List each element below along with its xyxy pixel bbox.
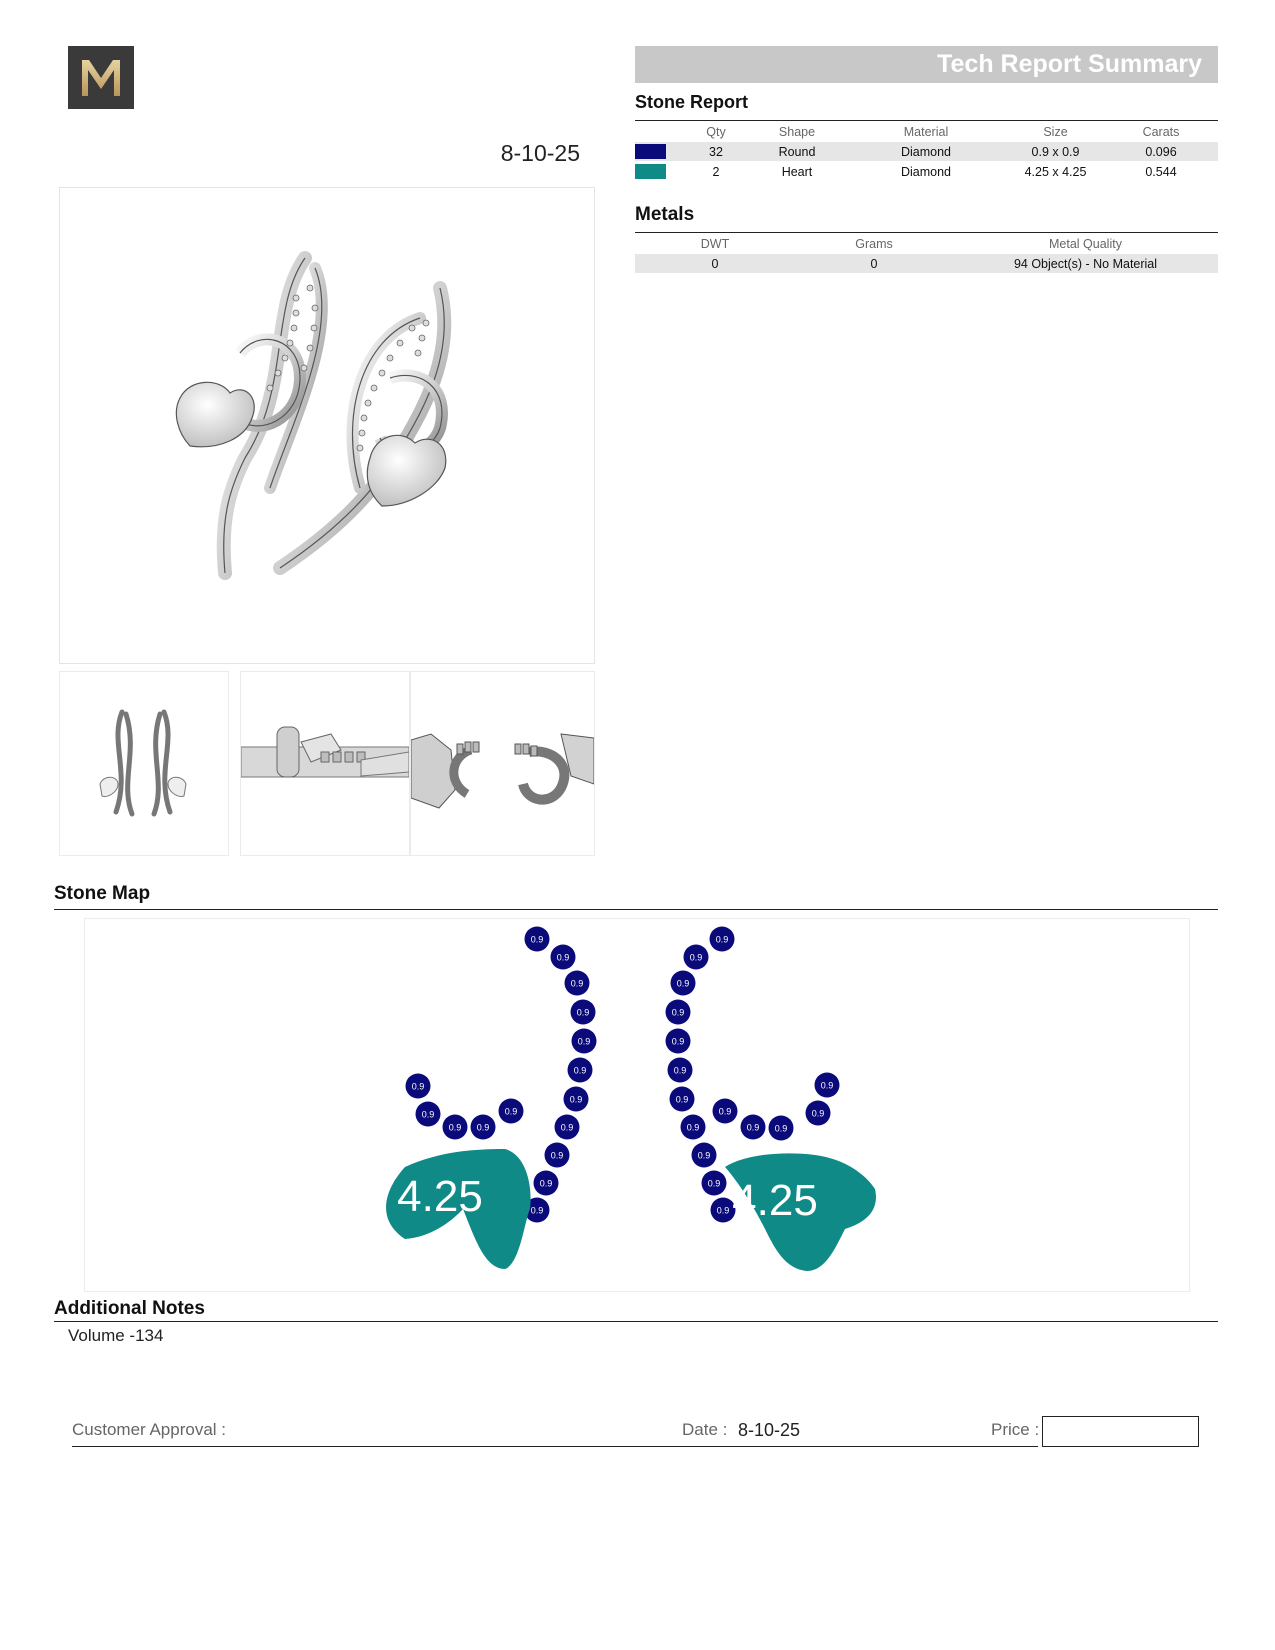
round-stone-size-label: 0.9: [673, 1065, 687, 1076]
stone-report-title: Stone Report: [635, 92, 749, 112]
cell-qty: 2: [683, 162, 749, 182]
cell-carats: 0.544: [1104, 162, 1218, 182]
round-stone-size-label: 0.9: [707, 1178, 721, 1189]
cell-carats: 0.096: [1104, 142, 1218, 162]
main-render-view: [59, 187, 595, 664]
round-stone-marker: [555, 1115, 580, 1140]
round-stone-size-label: 0.9: [504, 1106, 518, 1117]
round-stone-marker: [666, 1029, 691, 1054]
heart-stone-marker: [386, 1149, 531, 1269]
round-stone-marker: [684, 945, 709, 970]
round-stone-size-label: 0.9: [820, 1080, 834, 1091]
round-stone-marker: [741, 1115, 766, 1140]
round-stone-size-label: 0.9: [476, 1122, 490, 1133]
round-stone-marker: [815, 1073, 840, 1098]
stone-map-title: Stone Map: [54, 883, 151, 904]
heart-color-swatch: [635, 164, 666, 179]
round-stone-size-label: 0.9: [671, 1036, 685, 1047]
earrings-render-image: [60, 188, 594, 663]
metals-table: [635, 234, 1218, 274]
document-date: 8-10-25: [500, 140, 580, 166]
thumbnail-front-image: [60, 672, 228, 855]
round-stone-marker: [692, 1143, 717, 1168]
col-grams: Grams: [855, 237, 893, 251]
table-row: [635, 254, 1218, 274]
round-stone-size-label: 0.9: [746, 1122, 760, 1133]
approval-signature-line[interactable]: [72, 1446, 1038, 1447]
round-stone-marker: [713, 1099, 738, 1124]
stone-report-rule: [635, 120, 1218, 121]
col-metal-quality: Metal Quality: [1049, 237, 1122, 251]
col-shape: Shape: [778, 125, 816, 139]
stone-report-table: [635, 122, 1218, 182]
round-stone-marker: [471, 1115, 496, 1140]
cell-dwt: 0: [635, 254, 795, 274]
round-stone-marker: [551, 945, 576, 970]
metals-header-row: [635, 234, 1218, 254]
round-stone-marker: [545, 1143, 570, 1168]
heart-stone-size-label: 4.25: [732, 1176, 818, 1225]
heart-stone-marker: [725, 1153, 876, 1271]
cell-grams: 0: [795, 254, 953, 274]
round-stone-size-label: 0.9: [530, 1205, 544, 1216]
date-label: Date :: [682, 1420, 728, 1439]
round-stone-size-label: 0.9: [421, 1109, 435, 1120]
round-stone-marker: [564, 1087, 589, 1112]
round-stone-size-label: 0.9: [715, 934, 729, 945]
round-stone-size-label: 0.9: [676, 978, 690, 989]
stone-map-diagram: [85, 919, 1189, 1291]
round-stone-size-label: 0.9: [774, 1123, 788, 1134]
stone-report-header-row: [635, 122, 1218, 142]
round-stone-marker: [769, 1116, 794, 1141]
cell-metal-quality: 94 Object(s) - No Material: [953, 254, 1218, 274]
company-logo: [68, 46, 134, 109]
round-stone-size-label: 0.9: [573, 1065, 587, 1076]
approval-date-value: 8-10-25: [738, 1420, 801, 1440]
round-stone-marker: [666, 1000, 691, 1025]
round-stone-marker: [416, 1102, 441, 1127]
heart-stone-size-label: 4.25: [397, 1172, 483, 1221]
round-stone-marker: [671, 971, 696, 996]
price-field[interactable]: [1042, 1416, 1199, 1447]
round-stone-marker: [499, 1099, 524, 1124]
round-stone-size-label: 0.9: [448, 1122, 462, 1133]
thumbnail-angle-view[interactable]: [410, 671, 595, 856]
col-size: Size: [1043, 125, 1068, 139]
cell-shape: Round: [749, 142, 845, 162]
table-row: [635, 162, 1218, 182]
round-stone-size-label: 0.9: [556, 952, 570, 963]
additional-notes-title: Additional Notes: [54, 1298, 205, 1319]
round-stone-marker: [806, 1101, 831, 1126]
cell-size: 4.25 x 4.25: [1007, 162, 1104, 182]
round-stone-marker: [406, 1074, 431, 1099]
additional-notes-text: Volume -134: [68, 1326, 164, 1345]
round-stone-size-label: 0.9: [530, 934, 544, 945]
round-stone-size-label: 0.9: [576, 1007, 590, 1018]
thumbnail-angle-image: [411, 672, 594, 855]
col-material: Material: [903, 125, 949, 139]
col-qty: Qty: [706, 125, 726, 139]
round-stone-size-label: 0.9: [569, 1094, 583, 1105]
cell-material: Diamond: [845, 142, 1007, 162]
customer-approval-label: Customer Approval :: [72, 1420, 227, 1439]
round-stone-marker: [702, 1171, 727, 1196]
round-stone-marker: [670, 1087, 695, 1112]
round-stone-marker: [534, 1171, 559, 1196]
metals-rule: [635, 232, 1218, 233]
round-stone-size-label: 0.9: [811, 1108, 825, 1119]
round-stone-size-label: 0.9: [570, 978, 584, 989]
thumbnail-side-image: [241, 672, 409, 855]
report-title: Tech Report Summary: [937, 50, 1202, 78]
round-stone-size-label: 0.9: [675, 1094, 689, 1105]
round-color-swatch: [635, 144, 666, 159]
round-stone-marker: [668, 1058, 693, 1083]
price-label: Price :: [991, 1420, 1040, 1439]
cell-material: Diamond: [845, 162, 1007, 182]
round-stone-size-label: 0.9: [716, 1205, 730, 1216]
report-banner: [635, 46, 1218, 83]
round-stone-marker: [525, 927, 550, 952]
cell-size: 0.9 x 0.9: [1007, 142, 1104, 162]
round-stone-size-label: 0.9: [550, 1150, 564, 1161]
round-stone-marker: [572, 1029, 597, 1054]
metals-title: Metals: [635, 204, 695, 225]
round-stone-size-label: 0.9: [539, 1178, 553, 1189]
round-stone-marker: [571, 1000, 596, 1025]
round-stone-size-label: 0.9: [689, 952, 703, 963]
round-stone-marker: [710, 927, 735, 952]
round-stone-marker: [443, 1115, 468, 1140]
round-stone-marker: [565, 971, 590, 996]
additional-notes-rule: [54, 1321, 1218, 1322]
stone-map-view: [84, 918, 1190, 1292]
col-dwt: DWT: [700, 237, 730, 251]
cell-shape: Heart: [749, 162, 845, 182]
thumbnail-side-view[interactable]: [240, 671, 410, 856]
round-stone-size-label: 0.9: [697, 1150, 711, 1161]
round-stone-size-label: 0.9: [411, 1081, 425, 1092]
round-stone-size-label: 0.9: [560, 1122, 574, 1133]
col-carats: Carats: [1142, 125, 1180, 139]
round-stone-size-label: 0.9: [686, 1122, 700, 1133]
table-row: [635, 142, 1218, 162]
stone-map-rule: [54, 909, 1218, 910]
round-stone-size-label: 0.9: [718, 1106, 732, 1117]
round-stone-size-label: 0.9: [577, 1036, 591, 1047]
thumbnail-front-view[interactable]: [59, 671, 229, 856]
round-stone-marker: [568, 1058, 593, 1083]
round-stone-marker: [681, 1115, 706, 1140]
round-stone-size-label: 0.9: [671, 1007, 685, 1018]
cell-qty: 32: [683, 142, 749, 162]
